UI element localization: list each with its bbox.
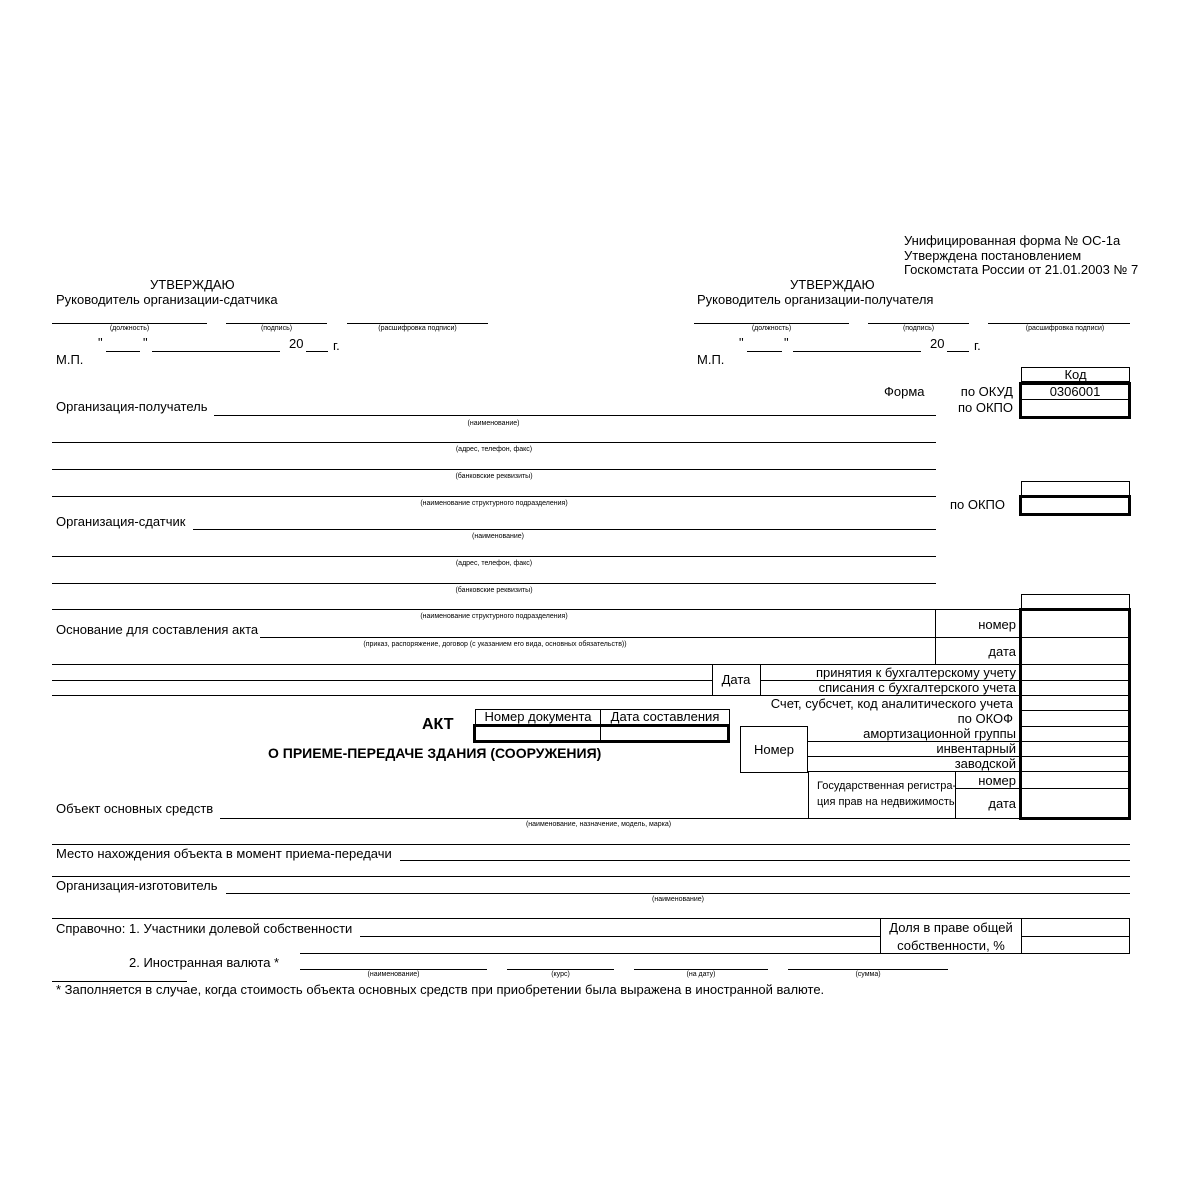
- reg-line2: ция прав на недвижимость: [817, 796, 955, 808]
- act-subtitle: О ПРИЕМЕ-ПЕРЕДАЧЕ ЗДАНИЯ (СООРУЖЕНИЯ): [268, 745, 602, 761]
- receiver-cap-bank: (банковские реквизиты): [455, 473, 533, 480]
- currency-rate-line[interactable]: [507, 969, 614, 970]
- location-top-line: [52, 844, 1130, 845]
- reg-left-line: [808, 771, 809, 819]
- numbers-factory: заводской: [954, 756, 1016, 771]
- maker-cap: (наименование): [652, 896, 704, 903]
- location-bottom-line: [52, 876, 1130, 877]
- footnote: * Заполняется в случае, когда стоимость объекта основных средств при приобретении была выражена в иностранной валюте.: [56, 982, 825, 997]
- form-reference-line2: Утверждена постановлением: [904, 248, 1082, 263]
- reference-line1: Справочно: 1. Участники долевой собственности: [56, 921, 353, 936]
- sender-label: Организация-сдатчик: [56, 514, 186, 529]
- code-divider-4: [1021, 695, 1129, 696]
- act-doc-date-header: Дата составления: [610, 709, 720, 724]
- okpo2-box[interactable]: [1019, 495, 1131, 516]
- approve-left-cap-decode: (расшифровка подписи): [378, 325, 457, 332]
- sender-name-line[interactable]: [193, 529, 936, 530]
- reg-number-label: номер: [978, 773, 1016, 788]
- act-title: АКТ: [422, 716, 454, 733]
- code-divider-6: [1021, 726, 1129, 727]
- numbers-depreciation: амортизационной группы: [863, 726, 1016, 741]
- maker-line[interactable]: [226, 893, 1130, 894]
- form-reference-line1: Унифицированная форма № ОС-1а: [904, 233, 1121, 248]
- dates-writeoff: списания с бухгалтерского учета: [818, 680, 1016, 695]
- reference-line2: 2. Иностранная валюта *: [129, 955, 280, 970]
- reference-owners-line[interactable]: [360, 936, 880, 937]
- maker-label: Организация-изготовитель: [56, 878, 218, 893]
- receiver-cap-address: (адрес, телефон, факс): [455, 446, 533, 453]
- okud-value[interactable]: 0306001: [1049, 384, 1101, 399]
- currency-sum-line[interactable]: [788, 969, 948, 970]
- object-line[interactable]: [220, 818, 1130, 819]
- sender-bank-line[interactable]: [52, 583, 936, 584]
- share-line2: собственности, %: [897, 938, 1005, 953]
- numbers-label: Номер: [753, 742, 794, 757]
- receiver-unit-line[interactable]: [52, 496, 936, 497]
- share-mid-line: [1021, 936, 1130, 937]
- receiver-name-line[interactable]: [214, 415, 936, 416]
- dates-account: Счет, субсчет, код аналитического учета: [770, 696, 1013, 711]
- location-line[interactable]: [400, 860, 1130, 861]
- numbers-label-cell: [740, 726, 808, 773]
- form-reference-line3: Госкомстата России от 21.01.2003 № 7: [904, 262, 1139, 277]
- act-doc-number-header: Номер документа: [484, 709, 592, 724]
- approve-left-role: Руководитель организации-сдатчика: [56, 292, 278, 307]
- code-divider-9: [1021, 771, 1129, 772]
- approve-right-year-line[interactable]: [947, 351, 969, 352]
- currency-cap-rate: (курс): [551, 971, 570, 978]
- approve-right-signature-line[interactable]: [868, 323, 969, 324]
- code-divider-3: [1021, 680, 1129, 681]
- code-divider-1: [1021, 637, 1129, 638]
- approve-left-quote-close: ": [143, 335, 148, 350]
- numbers-line-3: [808, 771, 1021, 772]
- approve-left-position-line[interactable]: [52, 323, 207, 324]
- approve-right-year-suffix: г.: [974, 338, 981, 353]
- approve-left-year-prefix: 20: [289, 336, 304, 351]
- code-divider-10: [1021, 788, 1129, 789]
- act-doc-values-box[interactable]: [473, 724, 730, 743]
- currency-cap-sum: (сумма): [855, 971, 881, 978]
- receiver-label: Организация-получатель: [56, 399, 208, 414]
- currency-name-line[interactable]: [300, 969, 487, 970]
- basis-date-label: дата: [988, 644, 1016, 659]
- approve-left-day-line[interactable]: [106, 351, 140, 352]
- dates-okof: по ОКОФ: [957, 711, 1013, 726]
- currency-date-line[interactable]: [634, 969, 768, 970]
- approve-left-title: УТВЕРЖДАЮ: [150, 277, 235, 292]
- okpo-label: по ОКПО: [957, 400, 1013, 415]
- code-divider-8: [1021, 756, 1129, 757]
- approve-right-cap-position: (должность): [751, 325, 792, 332]
- basis-cap: (приказ, распоряжение, договор (с указанием его вида, основных обязательств)): [363, 641, 627, 648]
- dates-label: Дата: [721, 672, 751, 687]
- receiver-cap-name: (наименование): [467, 420, 520, 427]
- sender-cap-unit: (наименование структурного подразделения): [420, 613, 568, 620]
- numbers-inventory: инвентарный: [936, 741, 1016, 756]
- share-line1: Доля в праве общей: [889, 920, 1013, 935]
- sender-unit-line[interactable]: [52, 609, 1130, 610]
- approve-right-month-line[interactable]: [793, 351, 921, 352]
- basis-label: Основание для составления акта: [56, 622, 259, 637]
- approve-left-signature-line[interactable]: [226, 323, 327, 324]
- basis-bottom-line-2[interactable]: [52, 680, 712, 681]
- receiver-cap-unit: (наименование структурного подразделения): [420, 500, 568, 507]
- approve-right-stamp: М.П.: [697, 352, 725, 367]
- approve-left-stamp: М.П.: [56, 352, 84, 367]
- basis-number-label: номер: [978, 617, 1016, 632]
- approve-right-quote-open: ": [739, 335, 744, 350]
- approve-left-decode-line[interactable]: [347, 323, 488, 324]
- codes-header: Код: [1064, 367, 1087, 382]
- code-divider-5: [1021, 710, 1129, 711]
- okpo2-top-cell: [1021, 481, 1130, 496]
- approve-left-year-suffix: г.: [333, 338, 340, 353]
- sender-address-line[interactable]: [52, 556, 936, 557]
- sender-cap-bank: (банковские реквизиты): [455, 587, 533, 594]
- codes-header-cell: [1021, 367, 1130, 382]
- approve-left-cap-signature: (подпись): [260, 325, 293, 332]
- basis-line[interactable]: [260, 637, 1021, 638]
- currency-cap-name: (наименование): [367, 971, 420, 978]
- location-label: Место нахождения объекта в момент приема-передачи: [56, 846, 392, 861]
- reg-divider: [955, 788, 1021, 789]
- approve-left-month-line[interactable]: [152, 351, 280, 352]
- approve-right-role: Руководитель организации-получателя: [697, 292, 934, 307]
- approve-right-cap-signature: (подпись): [902, 325, 935, 332]
- approve-right-title: УТВЕРЖДАЮ: [790, 277, 875, 292]
- reg-line1: Государственная регистра-: [817, 780, 957, 792]
- basis-bottom-line-3[interactable]: [52, 695, 712, 696]
- approve-right-cap-decode: (расшифровка подписи): [1025, 325, 1105, 332]
- receiver-address-line[interactable]: [52, 442, 936, 443]
- codes-okud-divider: [1021, 399, 1129, 400]
- approve-left-year-line[interactable]: [306, 351, 328, 352]
- form-label: Форма: [884, 384, 925, 399]
- approve-left-cap-position: (должность): [109, 325, 150, 332]
- reference-owners-line2[interactable]: [300, 953, 880, 954]
- code-divider-2: [1021, 664, 1129, 665]
- dates-accept: принятия к бухгалтерскому учету: [815, 665, 1016, 680]
- okud-label: по ОКУД: [960, 384, 1013, 399]
- code-divider-7: [1021, 741, 1129, 742]
- approve-right-quote-close: ": [784, 335, 789, 350]
- object-label: Объект основных средств: [56, 801, 214, 816]
- approve-right-position-line[interactable]: [694, 323, 849, 324]
- receiver-bank-line[interactable]: [52, 469, 936, 470]
- reg-date-label: дата: [988, 796, 1016, 811]
- sender-cap-address: (адрес, телефон, факс): [455, 560, 533, 567]
- okpo2-label: по ОКПО: [949, 497, 1005, 512]
- approve-right-year-prefix: 20: [930, 336, 945, 351]
- approve-left-quote-open: ": [98, 335, 103, 350]
- currency-cap-date: (на дату): [686, 971, 716, 978]
- approve-right-decode-line[interactable]: [988, 323, 1130, 324]
- approve-right-day-line[interactable]: [747, 351, 782, 352]
- sender-cap-name: (наименование): [472, 533, 524, 540]
- object-cap: (наименование, назначение, модель, марка): [525, 821, 672, 828]
